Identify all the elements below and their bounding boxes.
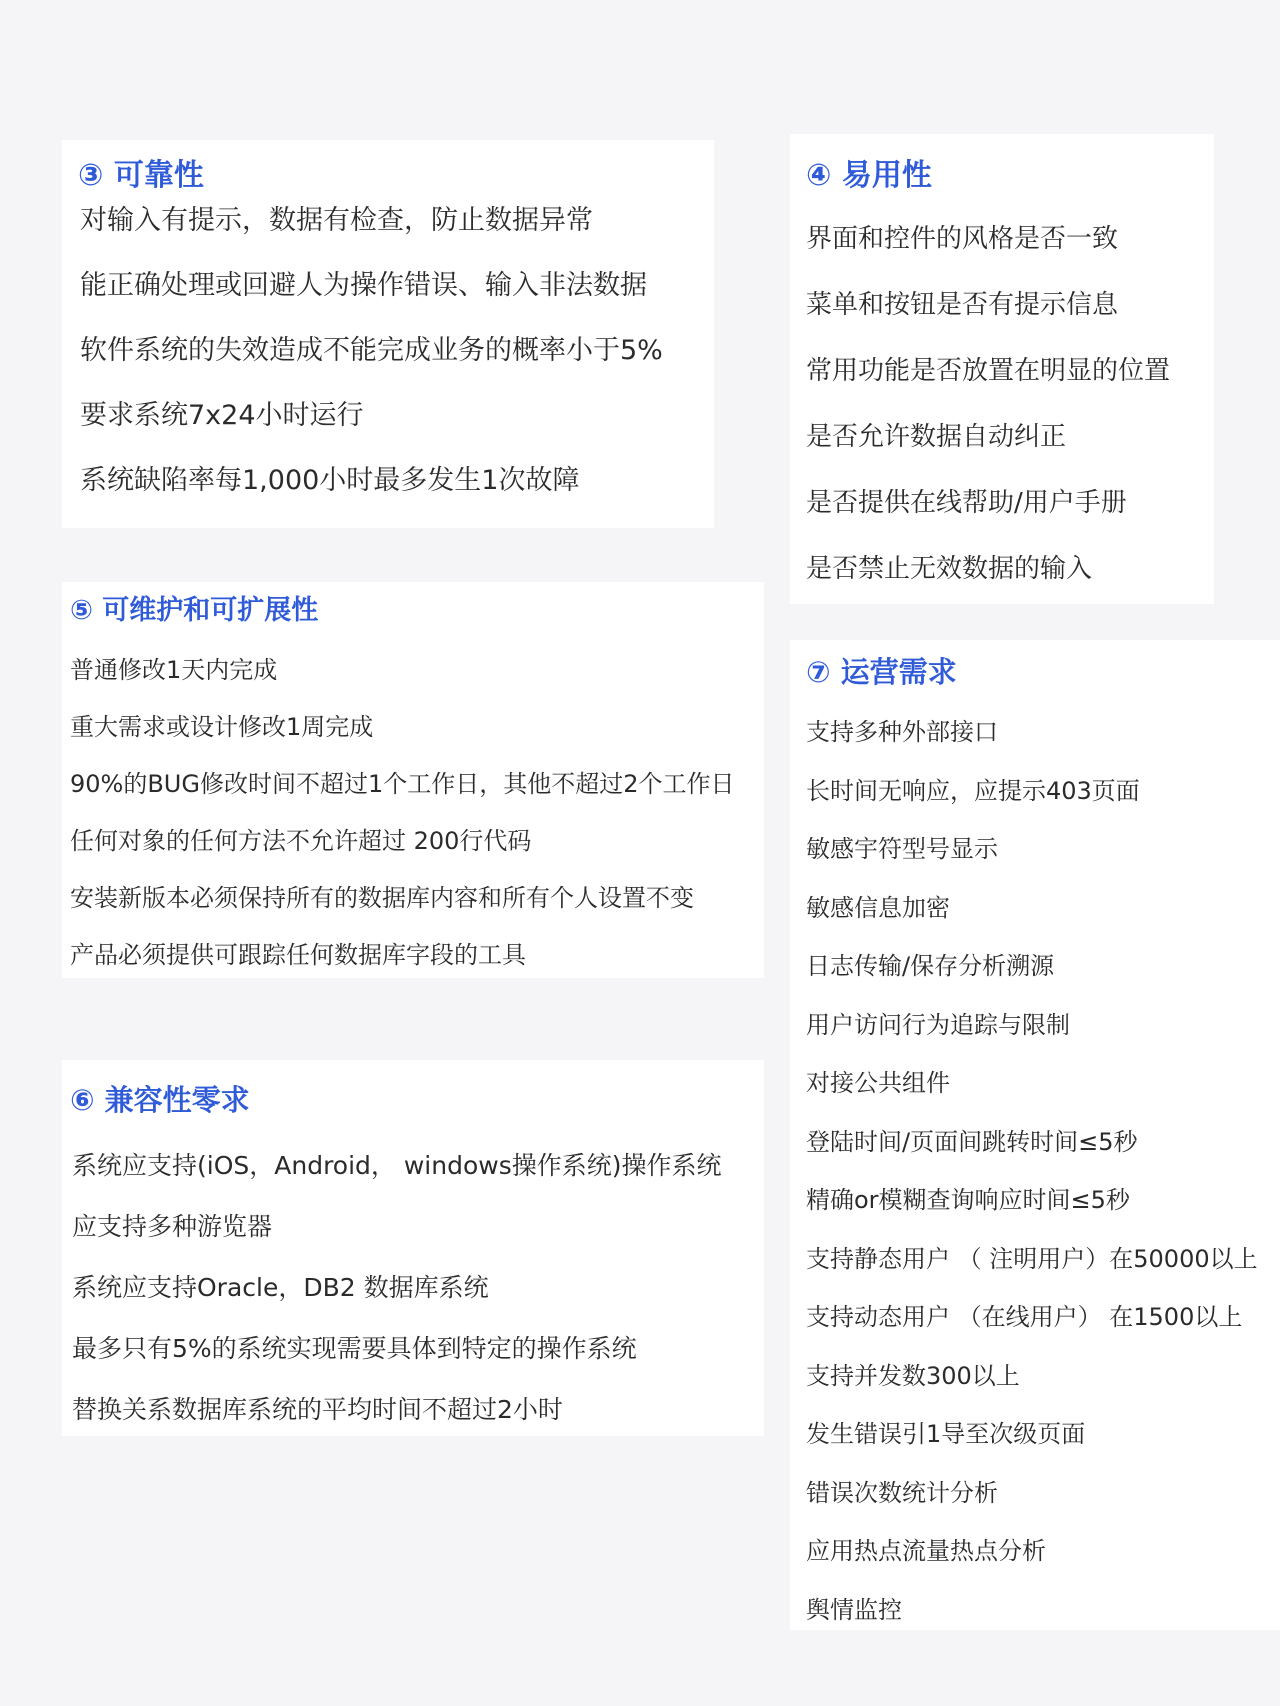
- list-item: 系统应支持Oracle，DB2 数据库系统: [72, 1273, 489, 1302]
- list-item: 错误次数统计分析: [806, 1478, 998, 1507]
- list-item: 是否禁止无效数据的输入: [806, 554, 1093, 584]
- list-item: 系统缺陷率每1,000小时最多发生1次故障: [80, 465, 580, 496]
- list-item: 90%的BUG修改时间不超过1个工作日，其他不超过2个工作日: [70, 770, 735, 798]
- list-item: 长时间无响应，应提示403页面: [806, 776, 1140, 805]
- list-item: 应用热点流量热点分析: [806, 1537, 1046, 1565]
- list-item: 替换关系数据库系统的平均时间不超过2小时: [72, 1395, 563, 1424]
- list-item: 对输入有提示，数据有检查，防止数据异常: [80, 205, 593, 236]
- list-item: 是否允许数据自动纠正: [806, 422, 1067, 452]
- list-item: 日志传输/保存分析溯源: [806, 952, 1055, 980]
- list-item: 支持静态用户 （ 注明用户）在50000以上: [806, 1244, 1258, 1273]
- list-item: 最多只有5%的系统实现需要具体到特定的操作系统: [72, 1334, 637, 1363]
- reliability-card: [62, 140, 714, 528]
- list-item: 产品必须提供可跟踪任何数据库字段的工具: [70, 941, 526, 969]
- list-item: 用户访问行为追踪与限制: [806, 1010, 1070, 1039]
- list-item: 应支持多种游览器: [72, 1212, 273, 1241]
- list-item: 支持多种外部接口: [806, 718, 998, 746]
- operations-title: ⑦ 运营需求: [806, 655, 957, 689]
- compatibility-card: [62, 1060, 764, 1436]
- compatibility-title: ⑥ 兼容性零求: [70, 1083, 250, 1117]
- usability-card: [790, 134, 1214, 604]
- list-item: 对接公共组件: [806, 1069, 950, 1097]
- maintainability-card: [62, 582, 764, 978]
- operations-card: [790, 640, 1280, 1630]
- list-item: 精确or模糊查询响应时间≤5秒: [806, 1186, 1130, 1214]
- list-item: 软件系统的失效造成不能完成业务的概率小于5%: [80, 335, 663, 366]
- list-item: 要求系统7x24小时运行: [80, 400, 364, 431]
- usability-title: ④ 易用性: [806, 158, 932, 193]
- list-item: 能正确处理或回避人为操作错误、输入非法数据: [80, 270, 647, 301]
- list-item: 界面和控件的风格是否一致: [806, 224, 1119, 254]
- list-item: 菜单和按钮是否有提示信息: [806, 290, 1119, 320]
- list-item: 登陆时间/页面间跳转时间≤5秒: [806, 1127, 1138, 1156]
- list-item: 安装新版本必须保持所有的数据库内容和所有个人设置不变: [70, 884, 694, 912]
- list-item: 是否提供在线帮助/用户手册: [806, 488, 1127, 518]
- list-item: 敏感宇符型号显示: [806, 835, 998, 863]
- maintainability-title: ⑤ 可维护和可扩展性: [70, 595, 319, 626]
- list-item: 重大需求或设计修改1周完成: [70, 713, 374, 741]
- list-item: 发生错误引1导至次级页面: [806, 1420, 1086, 1448]
- list-item: 支持并发数300以上: [806, 1361, 1020, 1390]
- list-item: 系统应支持(iOS，Android， windows操作系统)操作系统: [72, 1151, 722, 1180]
- list-item: 任何对象的任何方法不允许超过 200行代码: [70, 827, 532, 855]
- list-item: 常用功能是否放置在明显的位置: [806, 356, 1171, 386]
- list-item: 支持动态用户 （在线用户） 在1500以上: [806, 1303, 1243, 1331]
- list-item: 舆情监控: [806, 1595, 902, 1624]
- list-item: 敏感信息加密: [806, 893, 950, 922]
- list-item: 普通修改1天内完成: [70, 656, 278, 684]
- reliability-title: ③ 可靠性: [78, 158, 204, 193]
